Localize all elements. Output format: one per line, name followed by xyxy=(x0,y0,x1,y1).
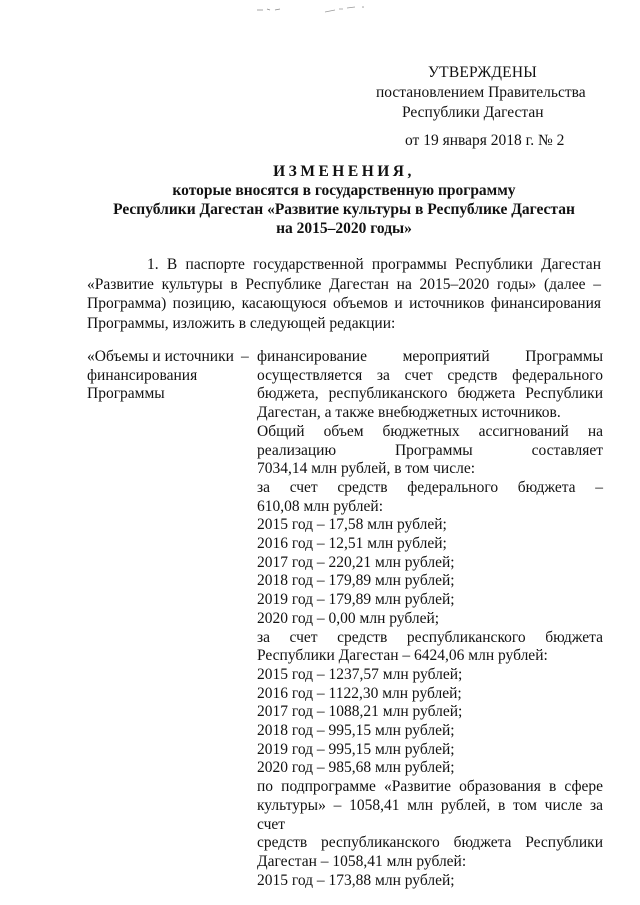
title-line-3: Республики Дагестан «Развитие культуры в Республике Дагестан xyxy=(113,201,575,218)
parameter-value-line: Общий объем бюджетных ассигнований на xyxy=(257,422,603,440)
parameter-value-line: за счет средств федерального бюджета – xyxy=(257,478,603,496)
parameter-value-line: 2016 год – 12,51 млн рублей; xyxy=(257,535,447,553)
parameter-label xyxy=(87,348,252,404)
title-heading: ИЗМЕНЕНИЯ, xyxy=(273,163,415,180)
parameter-value-line: реализацию Программы составляет xyxy=(257,441,603,459)
parameter-value-line: 2015 год – 173,88 млн рублей; xyxy=(257,871,455,889)
parameter-value-line: финансирование мероприятий Программы xyxy=(257,348,603,365)
parameter-value-text xyxy=(257,348,603,890)
parameter-label-line-1: «Объемы и источники xyxy=(87,348,234,365)
approval-authority: постановлением Правительства xyxy=(376,84,586,101)
title-line-2: которые вносятся в государственную программу xyxy=(172,182,516,199)
parameter-value-line: по подпрограмме «Развитие образования в сфере xyxy=(257,778,603,796)
intro-line-1: 1. В паспорте государственной программы Республики Дагестан xyxy=(147,256,601,273)
parameter-value-line: Дагестан – 1058,41 млн рублей: xyxy=(257,852,467,870)
parameter-value-line: 2018 год – 995,15 млн рублей; xyxy=(257,722,455,740)
parameter-value-line: 2018 год – 179,89 млн рублей; xyxy=(257,572,455,590)
parameter-value-line: 2019 год – 995,15 млн рублей; xyxy=(257,740,455,758)
parameter-value-line: культуры» – 1058,41 млн рублей, в том числе за счет xyxy=(257,796,603,833)
parameter-label-line-3: Программы xyxy=(87,385,165,403)
parameter-value-line: 2017 год – 220,21 млн рублей; xyxy=(257,553,455,571)
parameter-value-line: осуществляется за счет средств федерального xyxy=(257,366,603,384)
parameter-value-line: за счет средств республиканского бюджета xyxy=(257,628,603,646)
parameter-value-line: Республики Дагестан – 6424,06 млн рублей: xyxy=(257,647,548,665)
approval-republic: Республики Дагестан xyxy=(402,104,544,121)
parameter-value-line: бюджета, республиканского бюджета Республики xyxy=(257,385,603,403)
approval-date: от 19 января 2018 г. № 2 xyxy=(405,132,565,149)
parameter-value-line: 610,08 млн рублей: xyxy=(257,497,384,515)
document-title xyxy=(60,162,628,238)
parameter-value-line: средств республиканского бюджета Республики xyxy=(257,834,603,852)
parameter-value-line: 2015 год – 17,58 млн рублей; xyxy=(257,516,447,534)
parameter-label-line-2: финансирования xyxy=(87,366,198,384)
parameter-value-line: 2017 год – 1088,21 млн рублей; xyxy=(257,703,463,721)
parameter-value-line: 2016 год – 1122,30 млн рублей; xyxy=(257,684,462,702)
approval-heading: УТВЕРЖДЕНЫ xyxy=(428,64,537,81)
intro-line-4: Программы, изложить в следующей редакции: xyxy=(87,314,396,332)
intro-line-2: «Развитие культуры в Республике Дагестан на 2015–2020 годы» (далее – xyxy=(87,275,601,293)
parameter-dash: – xyxy=(241,348,249,365)
parameter-value-line: 2019 год – 179,89 млн рублей; xyxy=(257,591,455,609)
scan-artifact-marks xyxy=(255,4,375,18)
intro-paragraph xyxy=(87,255,601,333)
parameter-value-line: 2020 год – 985,68 млн рублей; xyxy=(257,759,455,777)
approval-stamp xyxy=(368,63,618,151)
intro-line-3: Программа) позицию, касающуюся объемов и источников финансирования xyxy=(87,295,601,312)
parameter-value-line: 2015 год – 1237,57 млн рублей; xyxy=(257,665,463,683)
parameter-value-line: Дагестан, а также внебюджетных источников. xyxy=(257,404,561,422)
title-line-4: на 2015–2020 годы» xyxy=(276,220,412,237)
parameter-value-line: 2020 год – 0,00 млн рублей; xyxy=(257,609,440,627)
parameter-value-line: 7034,14 млн рублей, в том числе: xyxy=(257,460,476,478)
